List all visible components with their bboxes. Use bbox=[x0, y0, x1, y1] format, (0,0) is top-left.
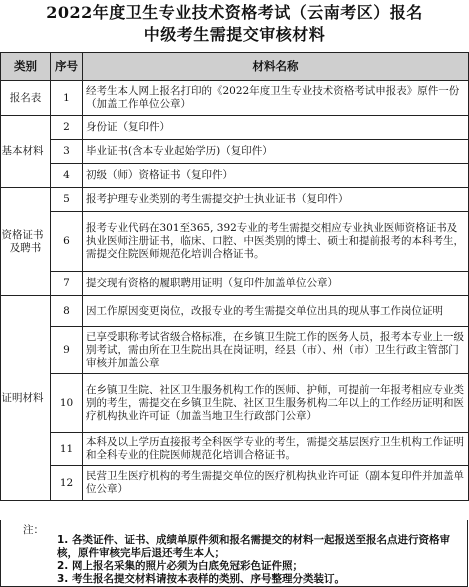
document-title-line-2: 中级考生需提交审核材料 bbox=[143, 25, 326, 44]
table-row bbox=[1, 466, 469, 501]
notes-label: 注： bbox=[23, 524, 44, 536]
row-number: 9 bbox=[51, 327, 83, 374]
row-number: 5 bbox=[51, 188, 83, 212]
table-row bbox=[1, 212, 469, 272]
table-row bbox=[1, 296, 469, 327]
category-qualification: 资格证书 及聘书 bbox=[1, 188, 51, 296]
table-row bbox=[1, 188, 469, 212]
table-row bbox=[1, 433, 469, 466]
row-material: 经考生本人网上报名打印的《2022年度卫生专业技术资格考试申报表》原件一份（加盖工作单位公章） bbox=[83, 81, 469, 116]
row-material: 因工作原因变更岗位，改报专业的考生需提交单位出具的现从事工作岗位证明 bbox=[83, 296, 469, 327]
row-material: 在乡镇卫生院、社区卫生服务机构工作的医师、护师，可提前一年报考相应专业类别的考生，需提交在乡镇卫生院、社区卫生服务机构二年以上的工作经历证明和医疗机构执业许可证（加盖当地卫生行政部门公章） bbox=[83, 374, 469, 433]
note-item: 3. 考生报名提交材料请按本表样的类别、序号整理分类装订。 bbox=[57, 573, 345, 585]
notes-section bbox=[0, 520, 468, 587]
row-material: 身份证（复印件） bbox=[83, 116, 469, 140]
header-category: 类别 bbox=[1, 53, 51, 81]
row-number: 4 bbox=[51, 164, 83, 188]
category-proof: 证明材料 bbox=[1, 296, 51, 501]
row-material: 报考护理专业类别的考生需提交护士执业证书（复印件） bbox=[83, 188, 469, 212]
row-number: 1 bbox=[51, 81, 83, 116]
materials-table bbox=[0, 52, 469, 501]
header-number: 序号 bbox=[51, 53, 83, 81]
row-number: 7 bbox=[51, 272, 83, 296]
row-material: 毕业证书(含本专业起始学历)（复印件） bbox=[83, 140, 469, 164]
row-material: 提交现有资格的履职聘用证明（复印件加盖单位公章） bbox=[83, 272, 469, 296]
row-number: 10 bbox=[51, 374, 83, 433]
table-row bbox=[1, 374, 469, 433]
row-number: 11 bbox=[51, 433, 83, 466]
row-material: 已享受职称考试省级合格标准，在乡镇卫生院工作的医务人员，报考本专业上一级别考试，需由所在卫生院出具在岗证明，经县（市）、州（市）卫生行政主管部门审核并加盖公章 bbox=[83, 327, 469, 374]
document-title-line-1: 2022年度卫生专业技术资格考试（云南考区）报名 bbox=[46, 3, 423, 22]
table-row bbox=[1, 327, 469, 374]
row-material: 民营卫生医疗机构的考生需提交单位的医疗机构执业许可证（副本复印件并加盖单位公章） bbox=[83, 466, 469, 501]
table-row bbox=[1, 272, 469, 296]
table-header-row bbox=[1, 53, 469, 81]
category-basic: 基本材料 bbox=[1, 116, 51, 188]
table-row bbox=[1, 81, 469, 116]
table-row bbox=[1, 140, 469, 164]
row-number: 3 bbox=[51, 140, 83, 164]
row-number: 6 bbox=[51, 212, 83, 272]
table-row bbox=[1, 116, 469, 140]
header-material: 材料名称 bbox=[83, 53, 469, 81]
row-number: 2 bbox=[51, 116, 83, 140]
row-number: 12 bbox=[51, 466, 83, 501]
row-material: 初级（师）资格证书（复印件） bbox=[83, 164, 469, 188]
table-row bbox=[1, 164, 469, 188]
note-item: 2. 网上报名采集的照片必须为白底免冠彩色证件照； bbox=[57, 560, 303, 572]
category-registration: 报名表 bbox=[1, 81, 51, 116]
row-material: 报考专业代码在301至365, 392专业的考生需提交相应专业执业医师资格证书及执业医师注册证书，临床、口腔、中医类别的博士、硕士和提前报考的本科考生，需提交住院医师规范化培训合格证书。 bbox=[83, 212, 469, 272]
row-material: 本科及以上学历直接报考全科医学专业的考生，需提交基层医疗卫生机构工作证明和全科专业的住院医师规范化培训合格证书。 bbox=[83, 433, 469, 466]
note-item: 1. 各类证件、证书、成绩单原件须和报名需提交的材料一起报送至报名点进行资格审核，原件审核完毕后退还考生本人； bbox=[57, 534, 450, 559]
row-number: 8 bbox=[51, 296, 83, 327]
notes-list bbox=[57, 534, 465, 586]
